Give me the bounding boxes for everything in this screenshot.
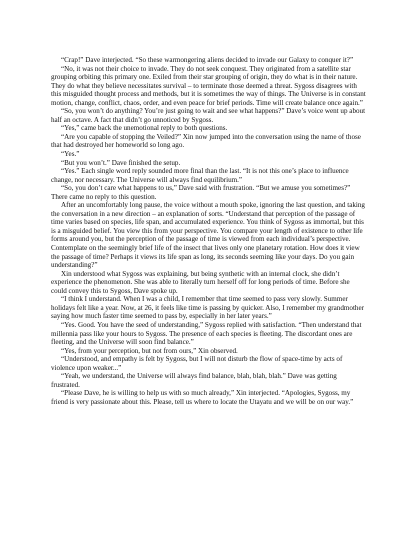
- paragraph: “Yeah, we understand, the Universe will always find balance, blah, blah, blah.” Dave was getting frustrated.: [51, 372, 337, 389]
- paragraph: “But you won’t.” Dave finished the setup.: [61, 158, 181, 167]
- paragraph: “Please Dave, he is willing to help us with so much already,” Xin interjected. “Apologies, Sygoss, my friend is very passionate about this. Please, tell us where to locate the Utayatu and we will be on our way.”: [51, 389, 354, 406]
- paragraph: Xin understood what Sygoss was explaining, but being synthetic with an internal clock, she didn’t experience the phenomenon. She was able to literally turn herself off for long periods of time. Before she could convey this to Sygoss, Dave spoke up.: [51, 269, 350, 295]
- book-page: [51, 56, 367, 406]
- paragraph: “Yes.” Each single word reply sounded more final than the last. “It is not this one’s place to influence change, nor necessary. The Universe will always find equilibrium.”: [51, 167, 349, 184]
- paragraph: “Yes,” came back the unemotional reply to both questions.: [61, 124, 228, 133]
- paragraph: “No, it was not their choice to invade. They do not seek conquest. They originated from a satellite star grouping orbiting this primary one. Exiled from their star grouping of origin, they do what is in their nature. They do what they believe necessitates survival – to terminate those deemed a threat. Sygoss disagrees with this misguided thought process and methods, but it is sometimes the way of things. The Universe is in constant motion, change, conflict, chaos, order, and even peace for brief periods. Time will create balance once again.”: [51, 64, 366, 107]
- paragraph: “I think I understand. When I was a child, I remember that time seemed to pass very slowly. Summer holidays felt like a year. Now, at 26, it feels like time is passing by quicker. Also, I remember my grandmother saying how much faster time seemed to pass by, especially in her later years.”: [51, 295, 364, 321]
- paragraph: After an uncomfortably long pause, the voice without a mouth spoke, ignoring the last question, and taking the conversation in a new direction – an explanation of sorts. “Understand that perception of the passage of time varies based on species, life span, and accumulated experience. You think of Sygoss as immortal, but this is a misguided belief. You view this from your perspective. You compare your length of existence to other life forms around you, but the perception of the passage of time is viewed from each individual’s perspective. Contemplate on the seemingly brief life of the insect that lives only one planetary rotation. How does it view the passage of time? Perhaps it views its life span as long, its seconds seeming like your days. Do you gain understanding?”: [51, 201, 365, 270]
- paragraph: “Yes.”: [61, 150, 80, 159]
- paragraph: “Understood, and empathy is felt by Sygoss, but I will not disturb the flow of space-time by acts of violence upon weaker...”: [51, 355, 343, 372]
- paragraph: “So, you don’t care what happens to us,” Dave said with frustration. “But we amuse you sometimes?” There came no reply to this question.: [51, 184, 351, 201]
- paragraph: “Yes, from your perception, but not from ours,” Xin observed.: [61, 346, 238, 355]
- paragraph: “Are you capable of stopping the Veiled?” Xin now jumped into the conversation using the name of those that had destroyed her homeworld so long ago.: [51, 132, 361, 150]
- paragraph: “Crap!” Dave interjected. “So these warmongering aliens decided to invade our Galaxy to conquer it?”: [61, 56, 354, 64]
- paragraph: “So, you won’t do anything? You’re just going to wait and see what happens?” Dave’s voice went up about half an octave. A fact that didn’t go unnoticed by Sygoss.: [51, 107, 366, 124]
- paragraph: “Yes. Good. You have the seed of understanding,” Sygoss replied with satisfaction. “Then understand that millennia pass like your hours to Sygoss. The presence of each species is fleeting. The discordant ones are fleeting, and the Universe will soon find balance.”: [51, 320, 362, 347]
